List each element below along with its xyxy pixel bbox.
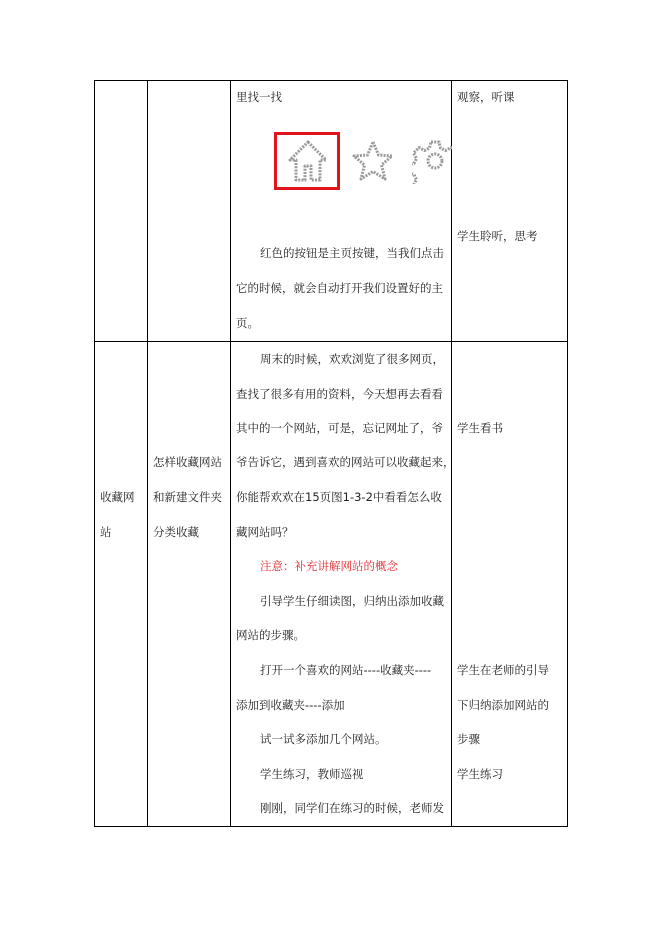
row2-col3-line: 周末的时候，欢欢浏览了很多网页， — [260, 352, 444, 366]
row2-col3-line: 打开一个喜欢的网站----收藏夹---- — [260, 663, 432, 677]
row2-col3-line: 你能帮欢欢在15页图1-3-2中看看怎么收 — [236, 490, 442, 504]
gear-icon — [412, 138, 452, 184]
row2-col3-line: 爷告诉它，遇到喜欢的网站可以收藏起来， — [236, 455, 455, 469]
table-left-border — [94, 80, 95, 827]
column-divider-1 — [147, 80, 148, 827]
row2-col3-line: 藏网站吗？ — [236, 525, 294, 539]
row2-col3-line: 添加到收藏夹----添加 — [236, 698, 345, 712]
home-icon — [286, 138, 330, 184]
row2-col3-line: 其中的一个网站，可是，忘记网址了，爷 — [236, 421, 443, 435]
row2-col4-line: 下归纳添加网站的 — [457, 698, 549, 712]
row2-col3-line: 试一试多添加几个网站。 — [260, 732, 387, 746]
table-bottom-border — [94, 826, 568, 827]
column-divider-2 — [230, 80, 231, 827]
table-right-border — [567, 80, 568, 827]
row2-col4-line: 步骤 — [457, 732, 480, 746]
row2-col4-line: 学生练习 — [457, 767, 503, 781]
row1-col3-line: 里找一找 — [236, 90, 282, 104]
row2-col3-line: 网站的步骤。 — [236, 628, 305, 642]
row1-col3-line: 红色的按钮是主页按键，当我们点击 — [260, 246, 444, 260]
row2-col4-line: 学生看书 — [457, 421, 503, 435]
row1-col3-line: 页。 — [236, 316, 259, 330]
row2-col3-line: 刚刚，同学们在练习的时候，老师发 — [260, 801, 444, 815]
star-icon — [350, 138, 396, 184]
row2-col3-line: 引导学生仔细读图，归纳出添加收藏 — [260, 594, 444, 608]
row2-col2-line: 分类收藏 — [153, 525, 199, 539]
browser-button-illustration — [274, 132, 452, 196]
row2-col2-line: 和新建文件夹 — [153, 490, 222, 504]
row2-col2-line: 怎样收藏网站 — [153, 455, 222, 469]
row2-col3-line: 查找了很多有用的资料，今天想再去看看 — [236, 387, 443, 401]
row2-col1-line: 站 — [100, 525, 112, 539]
row1-col3-line: 它的时候，就会自动打开我们设置好的主 — [236, 281, 443, 295]
row2-col4-line: 学生在老师的引导 — [457, 663, 549, 677]
row2-note: 注意：补充讲解网站的概念 — [260, 559, 398, 573]
row1-col4-line: 学生聆听，思考 — [457, 229, 538, 243]
row1-col4-line: 观察，听课 — [457, 90, 515, 104]
row2-col1-line: 收藏网 — [100, 490, 135, 504]
row2-col3-line: 学生练习，教师巡视 — [260, 767, 364, 781]
